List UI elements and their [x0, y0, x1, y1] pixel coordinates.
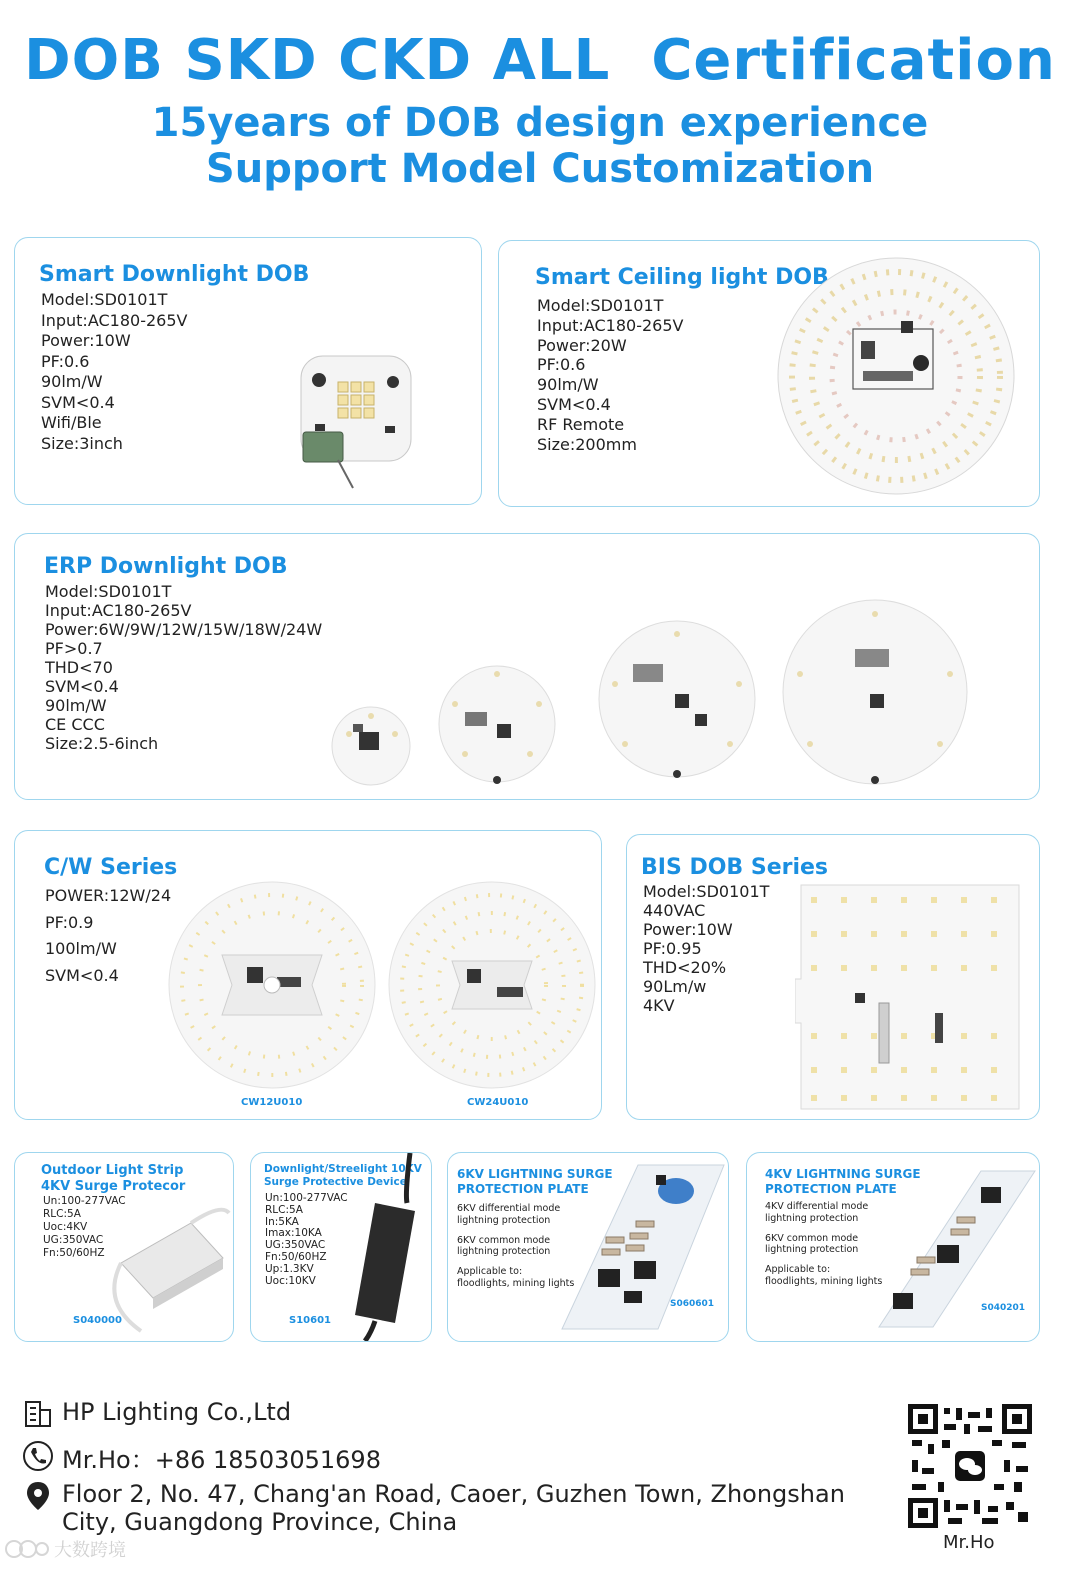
spec-list: [41, 290, 187, 454]
subtitle-experience: 15years of DOB design experience: [151, 100, 929, 146]
contact-phone[interactable]: Mr.Ho：+86 18503051698: [62, 1446, 381, 1474]
spec-list: [457, 1203, 574, 1290]
spec-line: Power:10W: [41, 331, 131, 350]
spec-line: UG:350VAC: [265, 1239, 326, 1252]
title-line: 6KV LIGHTNING SURGE: [457, 1167, 613, 1181]
spec-line: PF:0.95: [643, 939, 702, 958]
spec-line: Input:AC180-265V: [41, 310, 188, 330]
watermark-logo-icon: [4, 1538, 50, 1560]
spec-line: PF:0.9: [45, 912, 94, 932]
card-title: Smart Ceiling light DOB: [535, 265, 829, 290]
board-xlarge: [783, 600, 967, 784]
spec-line: Model:SD0101T: [537, 296, 664, 315]
spec-line: Un:100-277VAC: [43, 1195, 126, 1207]
product-code: S040201: [981, 1303, 1026, 1313]
phone-icon: [22, 1440, 54, 1472]
board-large: [599, 621, 755, 778]
spec-line: 90lm/W: [45, 696, 107, 715]
address-line: Floor 2, No. 47, Chang'an Road, Caoer, Guzhen Town, Zhongshan: [62, 1480, 845, 1508]
title-line: 4KV Surge Protecor: [41, 1179, 186, 1194]
card-6kv-surge-plate: [447, 1152, 729, 1342]
spec-line: RLC:5A: [43, 1208, 81, 1220]
card-bis-series: [626, 834, 1040, 1120]
spec-line: Model:SD0101T: [45, 582, 172, 601]
building-icon: [22, 1398, 54, 1430]
card-smart-downlight: [14, 237, 482, 505]
spec-line: Applicable to:: [457, 1266, 523, 1278]
spec-line: Un:100-277VAC: [265, 1192, 348, 1204]
spec-spacer: [765, 1256, 882, 1264]
spec-line: lightning protection: [765, 1212, 859, 1224]
card-title: BIS DOB Series: [641, 855, 829, 880]
spec-line: 100lm/W: [45, 939, 117, 958]
spec-line: POWER:12W/24: [45, 886, 172, 905]
spec-list: [45, 582, 322, 753]
watermark: [4, 1536, 126, 1562]
spec-line: 4KV differential mode: [765, 1201, 869, 1212]
card-smart-ceiling: [498, 240, 1040, 507]
spec-line: SVM<0.4: [45, 965, 119, 985]
spec-line: Up:1.3KV: [265, 1262, 314, 1275]
erp-boards-image: [325, 594, 985, 794]
spec-line: PF:0.6: [537, 355, 586, 375]
title-line: PROTECTION PLATE: [457, 1182, 589, 1196]
spec-line: Input:AC180-265V: [45, 601, 192, 620]
subtitle-customization: Support Model Customization: [205, 146, 875, 192]
product-code: CW24U010: [467, 1097, 529, 1108]
spec-line: floodlights, mining lights: [457, 1277, 575, 1289]
card-title: ERP Downlight DOB: [44, 554, 288, 579]
spec-line: Fn:50/60HZ: [265, 1250, 327, 1263]
footer-company: [22, 1398, 291, 1430]
title-line: Downlight/Streelight 10KV: [264, 1163, 422, 1175]
footer-address: [22, 1480, 845, 1536]
spec-line: THD<70: [45, 658, 113, 677]
spec-line: Uoc:4KV: [43, 1221, 88, 1233]
title-line: Outdoor Light Strip: [41, 1163, 184, 1178]
spec-spacer: [457, 1227, 574, 1235]
card-title: Smart Downlight DOB: [39, 262, 310, 287]
card-cw-series: [14, 830, 602, 1120]
spec-line: Size:200mm: [537, 434, 637, 454]
address-line: City, Guangdong Province, China: [62, 1508, 458, 1536]
product-code: S040000: [73, 1315, 122, 1326]
spec-line: Model:SD0101T: [643, 882, 770, 901]
product-code: CW12U010: [241, 1097, 303, 1108]
spec-line: Imax:10KA: [265, 1227, 322, 1240]
spec-line: In:5KA: [265, 1215, 299, 1228]
spec-line: Uoc:10KV: [265, 1274, 316, 1287]
spec-list: [537, 296, 683, 454]
spec-line: UG:350VAC: [43, 1234, 104, 1246]
product-code: S060601: [670, 1299, 715, 1309]
spec-line: Size:3inch: [41, 433, 123, 453]
spec-line: Size:2.5-6inch: [45, 734, 159, 753]
cw24-board: [389, 882, 595, 1088]
cw12-board: [169, 882, 375, 1088]
product-code: S10601: [289, 1315, 331, 1326]
spec-line: Fn:50/60HZ: [43, 1247, 105, 1259]
spec-line: 90lm/W: [41, 372, 103, 391]
ceiling-board-image: [771, 251, 1021, 501]
spec-line: Power:20W: [537, 335, 627, 355]
spec-line: Power:6W/9W/12W/15W/18W/24W: [45, 620, 323, 639]
spec-line: Power:10W: [643, 920, 733, 939]
spd-device-image: [335, 1153, 431, 1341]
qr-code[interactable]: [908, 1404, 1032, 1528]
spec-line: Input:AC180-265V: [537, 315, 684, 335]
board-medium: [439, 666, 555, 784]
downlight-board-image: [293, 348, 423, 493]
spec-line: lightning protection: [765, 1244, 859, 1256]
spec-line: 6KV common mode: [457, 1234, 551, 1246]
spec-line: SVM<0.4: [45, 677, 119, 696]
card-title: [41, 1163, 185, 1195]
bis-board-image: [795, 883, 1025, 1113]
spec-line: 90Lm/w: [643, 977, 707, 996]
spec-line: 90lm/W: [537, 375, 599, 395]
card-title: C/W Series: [44, 855, 178, 880]
card-erp-downlight: [14, 533, 1040, 800]
spec-line: SVM<0.4: [537, 394, 611, 414]
spec-line: SVM<0.4: [41, 392, 115, 412]
spec-line: RF Remote: [537, 414, 625, 434]
card-outdoor-strip: [14, 1152, 234, 1342]
spec-line: 440VAC: [643, 901, 706, 920]
cw-boards-image: [167, 881, 597, 1093]
title-line: Surge Protective Device: [264, 1176, 407, 1188]
spec-list: [765, 1201, 882, 1288]
spec-line: lightning protection: [457, 1246, 551, 1258]
qr-label: Mr.Ho: [943, 1532, 995, 1553]
spec-line: lightning protection: [457, 1214, 551, 1226]
spec-line: 6KV differential mode: [457, 1203, 561, 1214]
title-line: PROTECTION PLATE: [765, 1182, 897, 1196]
location-pin-icon: [22, 1480, 54, 1512]
spec-spacer: [457, 1258, 574, 1266]
spec-list: [45, 883, 171, 989]
spec-line: RLC:5A: [265, 1203, 303, 1216]
surge-protector-image: [111, 1203, 231, 1333]
spec-line: Model:SD0101T: [41, 290, 168, 309]
spec-line: PF>0.7: [45, 639, 103, 658]
spec-list: [643, 882, 769, 1015]
spec-line: CE CCC: [45, 715, 105, 734]
spec-line: PF:0.6: [41, 351, 90, 371]
card-4kv-surge-plate: [746, 1152, 1040, 1342]
company-name: HP Lighting Co.,Ltd: [62, 1398, 292, 1426]
title-line: 4KV LIGHTNING SURGE: [765, 1167, 921, 1181]
spec-line: floodlights, mining lights: [765, 1275, 883, 1287]
watermark-text: 大数跨境: [54, 1540, 126, 1561]
spec-line: THD<20%: [643, 958, 727, 977]
spec-spacer: [765, 1225, 882, 1233]
footer-contact: [22, 1440, 381, 1475]
spec-line: Applicable to:: [765, 1264, 831, 1276]
spec-line: Wifi/Ble: [41, 413, 102, 432]
spec-line: 4KV: [643, 996, 675, 1015]
spec-line: 6KV common mode: [765, 1232, 859, 1244]
card-streetlight-spd: [250, 1152, 432, 1342]
page-title: DOB SKD CKD ALL Certification: [24, 28, 1056, 93]
